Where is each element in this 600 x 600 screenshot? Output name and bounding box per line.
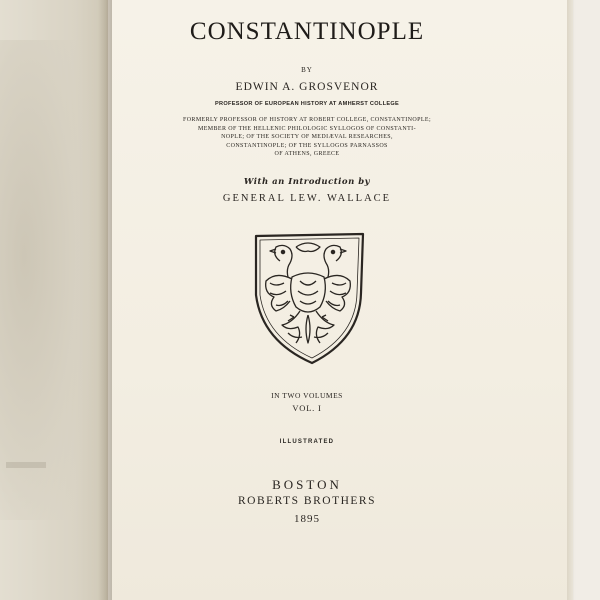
by-line: BY <box>301 66 313 74</box>
facing-page <box>0 0 108 600</box>
illustrated-label: ILLUSTRATED <box>279 439 335 445</box>
author-credentials <box>112 116 502 159</box>
publication-city: BOSTON <box>272 477 342 492</box>
credentials-line: FORMERLY PROFESSOR OF HISTORY AT ROBERT COLLEGE, CONSTANTINOPLE; <box>182 117 432 123</box>
introduction-line: With an Introduction by <box>243 177 371 187</box>
introducer-name: GENERAL LEW. WALLACE <box>222 193 392 204</box>
author-name: EDWIN A. GROSVENOR <box>235 81 379 93</box>
credentials-line: NOPLE; OF THE SOCIETY OF MEDIÆVAL RESEARCHES, <box>221 134 393 141</box>
volume-number: VOL. I <box>292 403 322 413</box>
double-headed-eagle-shield-icon <box>248 231 368 367</box>
credentials-line: OF ATHENS, GREECE <box>274 151 340 158</box>
frontispiece-caption <box>6 462 46 468</box>
title-page-content <box>112 0 502 600</box>
page-edges <box>567 0 573 600</box>
frontispiece-plate <box>0 40 90 520</box>
publication-year: 1895 <box>294 513 320 525</box>
credentials-line: MEMBER OF THE HELLENIC PHILOLOGIC SYLLOGOS OF CONSTANTI- <box>198 125 416 132</box>
credentials-line: CONSTANTINOPLE; OF THE SYLLOGOS PARNASSOS <box>226 142 388 149</box>
author-position: PROFESSOR OF EUROPEAN HISTORY AT AMHERST COLLEGE <box>214 101 400 107</box>
book-title: CONSTANTINOPLE <box>189 18 425 45</box>
publisher-name: ROBERTS BROTHERS <box>237 495 376 507</box>
volume-count: IN TWO VOLUMES <box>271 391 343 400</box>
